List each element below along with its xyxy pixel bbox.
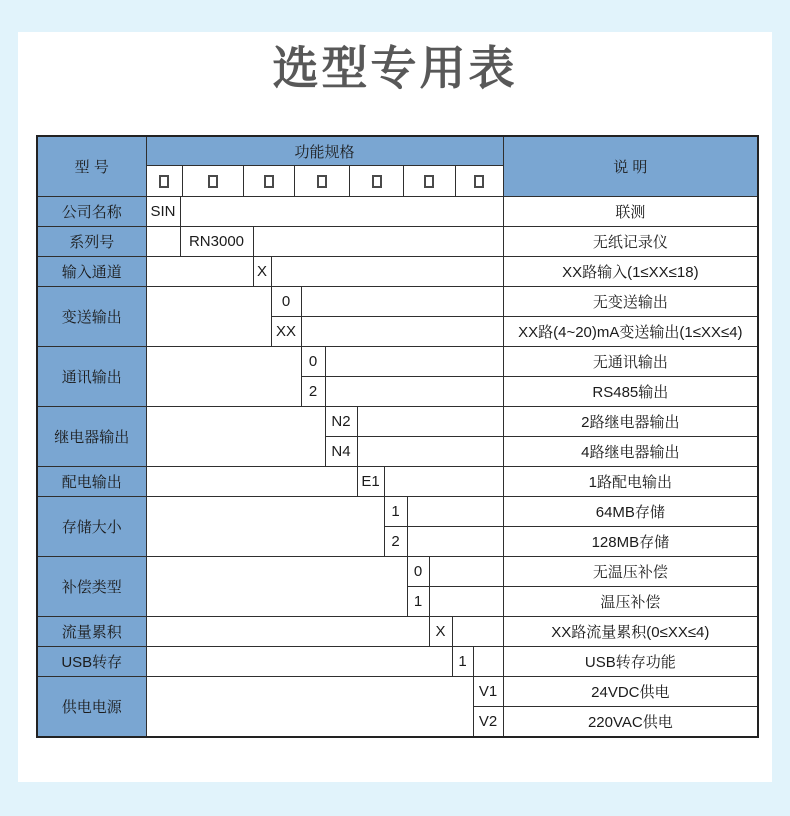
spacer-cell [146, 287, 271, 347]
spacer-cell [325, 347, 503, 377]
desc-cell: 4路继电器输出 [503, 437, 758, 467]
table-row [37, 407, 758, 437]
desc-cell: 无温压补偿 [503, 557, 758, 587]
spec-slot [455, 166, 503, 196]
table-row [37, 497, 758, 527]
desc-cell: RS485输出 [503, 377, 758, 407]
code-cell: RN3000 [180, 227, 253, 257]
header-spec: 功能规格 [146, 136, 503, 166]
code-cell: E1 [357, 467, 384, 497]
desc-cell: XX路(4~20)mA变送输出(1≤XX≤4) [503, 317, 758, 347]
checkbox-placeholder-icon [474, 175, 484, 188]
spec-slot [243, 166, 294, 196]
spacer-cell [146, 647, 452, 677]
code-cell: 1 [407, 587, 429, 617]
spacer-cell [301, 317, 503, 347]
row-label-company-name: 公司名称 [37, 197, 146, 227]
spacer-cell [452, 617, 503, 647]
row-label-comm-output: 通讯输出 [37, 347, 146, 407]
desc-cell: XX路流量累积(0≤XX≤4) [503, 617, 758, 647]
checkbox-placeholder-icon [264, 175, 274, 188]
row-label-power-supply: 供电电源 [37, 677, 146, 737]
desc-cell: 温压补偿 [503, 587, 758, 617]
desc-cell: 128MB存储 [503, 527, 758, 557]
code-cell: N4 [325, 437, 357, 467]
desc-cell: 220VAC供电 [503, 707, 758, 737]
desc-cell: 24VDC供电 [503, 677, 758, 707]
spacer-cell [146, 347, 301, 407]
row-label-transmitter-output: 变送输出 [37, 287, 146, 347]
spacer-cell [146, 407, 325, 467]
table-row [37, 677, 758, 707]
desc-cell: 无纸记录仪 [503, 227, 758, 257]
spacer-cell [146, 497, 384, 557]
spacer-cell [301, 287, 503, 317]
code-cell: 2 [301, 377, 325, 407]
table-row [37, 617, 758, 647]
spec-slot [294, 166, 350, 196]
desc-cell: XX路输入(1≤XX≤18) [503, 257, 758, 287]
spacer-cell [325, 377, 503, 407]
spacer-cell [407, 497, 503, 527]
code-cell: XX [271, 317, 301, 347]
row-label-relay-output: 继电器输出 [37, 407, 146, 467]
spacer-cell [180, 197, 503, 227]
desc-cell: 联测 [503, 197, 758, 227]
spacer-cell [473, 647, 503, 677]
spacer-cell [384, 467, 503, 497]
spacer-cell [146, 557, 407, 617]
spacer-cell [271, 257, 503, 287]
table-header-row [37, 136, 758, 166]
code-cell: N2 [325, 407, 357, 437]
spacer-cell [429, 587, 503, 617]
code-cell: V2 [473, 707, 503, 737]
code-cell: 0 [407, 557, 429, 587]
spacer-cell [146, 467, 357, 497]
code-cell: SIN [146, 197, 180, 227]
code-cell: X [429, 617, 452, 647]
spec-slot [349, 166, 403, 196]
row-label-distribution-output: 配电输出 [37, 467, 146, 497]
code-cell: 1 [384, 497, 407, 527]
table-row [37, 287, 758, 317]
header-desc: 说 明 [503, 136, 758, 197]
code-cell: V1 [473, 677, 503, 707]
selection-table [36, 135, 759, 738]
code-cell: 1 [452, 647, 473, 677]
desc-cell: 2路继电器输出 [503, 407, 758, 437]
code-cell: X [253, 257, 271, 287]
table-row [37, 227, 758, 257]
desc-cell: 无通讯输出 [503, 347, 758, 377]
desc-cell: 无变送输出 [503, 287, 758, 317]
row-label-usb-transfer: USB转存 [37, 647, 146, 677]
checkbox-placeholder-icon [372, 175, 382, 188]
header-model: 型 号 [37, 136, 146, 197]
page-title: 选型专用表 [272, 42, 518, 94]
table-row [37, 467, 758, 497]
content-card [18, 32, 772, 782]
checkbox-placeholder-icon [424, 175, 434, 188]
checkbox-placeholder-icon [159, 175, 169, 188]
spec-slot-strip [146, 166, 503, 197]
spacer-cell [429, 557, 503, 587]
table-row [37, 647, 758, 677]
desc-cell: USB转存功能 [503, 647, 758, 677]
spacer-cell [146, 257, 253, 287]
table-row [37, 197, 758, 227]
spacer-cell [357, 437, 503, 467]
spec-slot [147, 166, 183, 196]
spacer-cell [357, 407, 503, 437]
table-row [37, 347, 758, 377]
code-cell: 0 [271, 287, 301, 317]
spacer-cell [146, 677, 473, 737]
code-cell: 2 [384, 527, 407, 557]
row-label-flow-accumulation: 流量累积 [37, 617, 146, 647]
spec-slot [182, 166, 243, 196]
row-label-storage-size: 存储大小 [37, 497, 146, 557]
row-label-series-no: 系列号 [37, 227, 146, 257]
spacer-cell [146, 617, 429, 647]
spacer-cell [146, 227, 180, 257]
table-row [37, 257, 758, 287]
checkbox-placeholder-icon [317, 175, 327, 188]
checkbox-placeholder-icon [208, 175, 218, 188]
desc-cell: 64MB存储 [503, 497, 758, 527]
code-cell: 0 [301, 347, 325, 377]
spacer-cell [253, 227, 503, 257]
desc-cell: 1路配电输出 [503, 467, 758, 497]
row-label-compensation-type: 补偿类型 [37, 557, 146, 617]
spec-slot [403, 166, 455, 196]
row-label-input-channel: 输入通道 [37, 257, 146, 287]
spacer-cell [407, 527, 503, 557]
table-row [37, 557, 758, 587]
